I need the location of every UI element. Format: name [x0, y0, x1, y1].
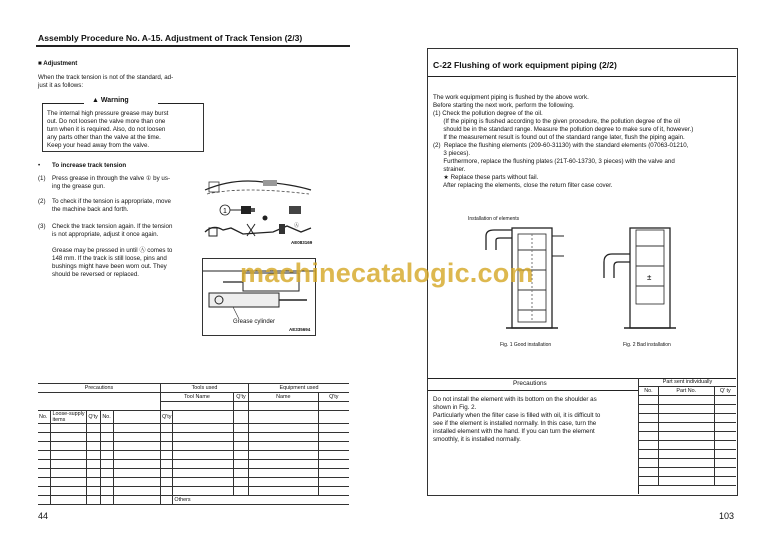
fig1-label: Ⓐ [294, 223, 300, 229]
fig2-caption: Grease cylinder [233, 319, 276, 325]
fig1-code: AE083169 [291, 240, 313, 245]
no-header: No. [38, 411, 51, 424]
tool-qty-header: Q'ty [234, 393, 249, 402]
body-line-3: (1) Check the pollution degree of the oil. [433, 110, 543, 117]
parts-title: Part sent individually [639, 378, 737, 387]
intro-line-2: just it as follows: [38, 82, 84, 89]
body-line-7: (2) Replace the flushing elements (209-60-31130) with the standard elements (07063-01210, [433, 142, 689, 149]
right-header: C-22 Flushing of work equipment piping (2/2) [433, 60, 617, 70]
equip-name-header: Name [248, 393, 318, 402]
no2-header: No. [101, 411, 114, 424]
left-page-number: 44 [38, 511, 49, 521]
step-2-num: (2) [38, 198, 46, 205]
note-line-2: 148 mm. If the track is still loose, pins and [52, 255, 167, 262]
parts-table [638, 378, 736, 486]
body-line-5: should be in the standard range. Measure the pollution degree to make sure of it, however.) [433, 126, 694, 133]
step-1-num: (1) [38, 175, 46, 182]
note-line-3: bushings might have been worn out. They [52, 263, 167, 270]
right-precautions-rule [428, 390, 638, 391]
parts-qty-header: Q' ty [714, 387, 736, 396]
left-bottom-table [38, 383, 349, 505]
warning-title: Warning [100, 97, 129, 104]
warning-line-2: out. Do not loosen the valve more than one [47, 118, 166, 125]
right-precautions-line-1: Do not install the element with its bottom on the shoulder as [433, 396, 597, 403]
warning-heading [92, 97, 129, 104]
warning-line-4: any parts other than the valve at the time. [47, 134, 161, 141]
step-2-line-2: the machine back and forth. [52, 206, 129, 213]
loose-qty-header: Q'ty [87, 411, 101, 424]
body-line-1: The work equipment piping is flushed by the above work. [433, 94, 589, 101]
note-line-4: should be reversed or replaced. [52, 271, 140, 278]
precautions-header: Precautions [38, 384, 161, 393]
bullet: • [38, 162, 41, 169]
warning-triangle-icon: ▲ [92, 97, 99, 104]
step-1-line-2: ing the grease gun. [52, 183, 105, 190]
fig1-caption: Fig. 1 Good installation [500, 342, 552, 348]
intro-line-1: When the track tension is not of the standard, ad- [38, 74, 174, 81]
body-line-10: strainer. [433, 166, 466, 173]
parts-no-header: No. [639, 387, 659, 396]
right-precautions-line-4: see if the element is installed normally. In this case, turn the [433, 420, 597, 427]
fig2-caption-right: Fig. 2 Bad installation [623, 342, 671, 348]
svg-text:1: 1 [223, 208, 227, 215]
tools-used-header: Tools used [161, 384, 249, 393]
warning-line-5: Keep your head away from the valve. [47, 142, 150, 149]
track-valve-drawing [203, 176, 313, 246]
right-header-rule [428, 76, 736, 77]
warning-line-3: turn when it is required. Also, do not loosen [47, 126, 166, 133]
parts-partno-header: Part No. [658, 387, 714, 396]
body-line-8: 3 pieces). [433, 150, 471, 157]
step-3-line-1: Check the track tension again. If the tension [52, 223, 173, 230]
body-line-11: ★ Replace these parts without fail. [433, 174, 539, 181]
body-line-12: After replacing the elements, close the return filter case cover. [433, 182, 613, 189]
precautions-cell [38, 393, 161, 411]
step-2-line-1: To check if the tension is appropriate, move [52, 198, 171, 205]
step-1-line-1: Press grease in through the valve ① by us- [52, 175, 171, 182]
warning-rule-left [42, 103, 84, 104]
right-precautions-line-5: installed element with the hand. If you can turn the element [433, 428, 595, 435]
right-precautions-title: Precautions [513, 380, 547, 387]
increase-title: To increase track tension [52, 162, 127, 169]
tool-name-header: Tool Name [161, 393, 234, 402]
bad-installation-figure [600, 226, 696, 334]
bad-installation-drawing [600, 226, 696, 334]
fig2-code: AE335694 [289, 327, 311, 332]
body-line-2: Before starting the next work, perform the following. [433, 102, 575, 109]
right-precautions-line-2: shown in Fig. 2. [433, 404, 477, 411]
warning-line-1: The internal high pressure grease may burst [47, 110, 169, 117]
left-header-rule [36, 45, 350, 47]
loose-supply-header: Loose-supply items [51, 411, 87, 424]
adjustment-title: Adjustment [43, 60, 78, 67]
installation-fig-title: Installation of elements [468, 216, 520, 222]
watermark: machinecatalogic.com [240, 258, 534, 288]
track-valve-figure [203, 176, 313, 246]
step-3-line-2: is not appropriate, adjust it once again. [52, 231, 159, 238]
note-line-1: Grease may be pressed in until Ⓐ comes to [52, 247, 173, 254]
left-header: Assembly Procedure No. A-15. Adjustment of Track Tension (2/3) [38, 33, 303, 43]
equipment-used-header: Equipment used [248, 384, 349, 393]
right-precautions-line-6: smoothly, it is installed normally. [433, 436, 521, 443]
equip-qty-header: Q'ty [318, 393, 349, 402]
loose-qty2-header: Q'ty [161, 411, 173, 424]
body-line-4: (If the piping is flushed according to the given procedure, the pollution degree of the oil [433, 118, 680, 125]
body-line-6: If the measurement result is found out of the standard range later, flush the piping again. [433, 134, 685, 141]
svg-text:±: ± [647, 273, 652, 282]
right-page-number: 103 [719, 511, 735, 521]
warning-rule-right [158, 103, 203, 104]
step-3-num: (3) [38, 223, 46, 230]
others-cell: Others [173, 496, 349, 505]
body-line-9: Furthermore, replace the flushing plates (21T-60-13730, 3 pieces) with the valve and [433, 158, 675, 165]
right-precautions-line-3: Particularly when the filter case is filled with oil, it is difficult to [433, 412, 601, 419]
adjustment-heading: ■ Adjustment [38, 60, 78, 67]
